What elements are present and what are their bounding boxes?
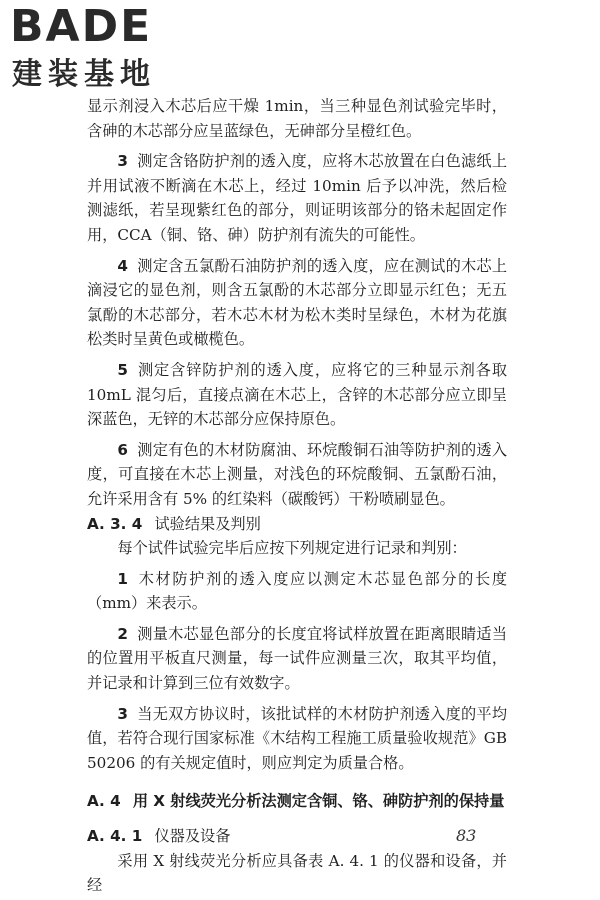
- item-text: 当无双方协议时，该批试样的木材防护剂透入度的平均值，若符合现行国家标准《木结构工程施工质量验收规范》GB 50206 的有关规定值时，则应判定为质量合格。: [87, 704, 507, 772]
- clause-title: 试验结果及判别: [154, 514, 261, 533]
- item-number: 4: [117, 256, 128, 275]
- item-text: 测定有色的木材防腐油、环烷酸铜石油等防护剂的透入度，可直接在木芯上测量，对浅色的环烷酸铜、五氯酚石油，允许采用含有 5% 的红染料（碳酸钙）干粉喷刷显色。: [87, 440, 507, 508]
- clause-number: A. 3. 4: [87, 514, 143, 533]
- item-number: 1: [117, 569, 128, 588]
- item-6-colored-preservatives: [87, 438, 507, 512]
- item-text: 测定含锌防护剂的透入度，应将它的三种显示剂各取 10mL 混匀后，直接点滴在木芯上，含锌的木芯部分应立即呈深蓝色，无锌的木芯部分应保持原色。: [87, 360, 507, 429]
- section-a4-heading: [87, 789, 507, 814]
- clause-a41-text: 采用 X 射线荧光分析应具备表 A. 4. 1 的仪器和设备，并经: [87, 851, 507, 895]
- item-text: 测定含五氯酚石油防护剂的透入度，应在测试的木芯上滴浸它的显色剂，则含五氯酚的木芯部分立即显示红色；无五氯酚的木芯部分，若木芯木材为松木类时呈绿色，木材为花旗松类时呈黄色或橄榄色。: [87, 256, 507, 349]
- clause-number: A. 4. 1: [87, 827, 143, 846]
- logo-wordmark: BADE: [10, 1, 153, 52]
- clause-title: 仪器及设备: [154, 827, 231, 846]
- result-item-3: [87, 702, 507, 776]
- item-number: 3: [117, 704, 128, 723]
- item-5-zinc: [87, 358, 507, 432]
- result-item-1: [87, 567, 507, 616]
- page-content: [87, 94, 507, 898]
- paragraph-continued: 显示剂浸入木芯后应干燥 1min，当三种显色剂试验完毕时，含砷的木芯部分应呈蓝绿色，无砷部分呈橙红色。: [87, 97, 507, 140]
- item-number: 5: [117, 360, 128, 379]
- logo-subtitle: 建装基地: [12, 57, 156, 92]
- item-3-chromium: [87, 149, 507, 247]
- item-text: 测定含铬防护剂的透入度，应将木芯放置在白色滤纸上并用试液不断滴在木芯上，经过 10min 后予以冲洗，然后检测滤纸，若呈现紫红色的部分，则证明该部分的铬未起固定作用，CCA（铜、铬、砷）防护剂有流失的可能性。: [87, 152, 507, 244]
- item-text: 木材防护剂的透入度应以测定木芯显色部分的长度（mm）来表示。: [87, 569, 507, 613]
- item-number: 6: [117, 440, 128, 459]
- bade-logo: [10, 1, 180, 96]
- item-number: 2: [117, 624, 128, 643]
- clause-a41-heading: [87, 824, 507, 849]
- clause-a334-intro: 每个试件试验完毕后应按下列规定进行记录和判别：: [117, 539, 467, 558]
- section-title: 用 X 射线荧光分析法测定含铜、铬、砷防护剂的保持量: [132, 792, 505, 811]
- item-number: 3: [117, 152, 128, 171]
- page-number: 83: [456, 826, 477, 845]
- result-item-2: [87, 622, 507, 696]
- item-4-pentachlorophenol: [87, 254, 507, 352]
- item-text: 测量木芯显色部分的长度宜将试样放置在距离眼睛适当的位置用平板直尺测量，每一试件应测量三次，取其平均值，并记录和计算到三位有效数字。: [87, 624, 507, 693]
- section-number: A. 4: [87, 792, 121, 811]
- clause-a334-heading: [87, 512, 507, 537]
